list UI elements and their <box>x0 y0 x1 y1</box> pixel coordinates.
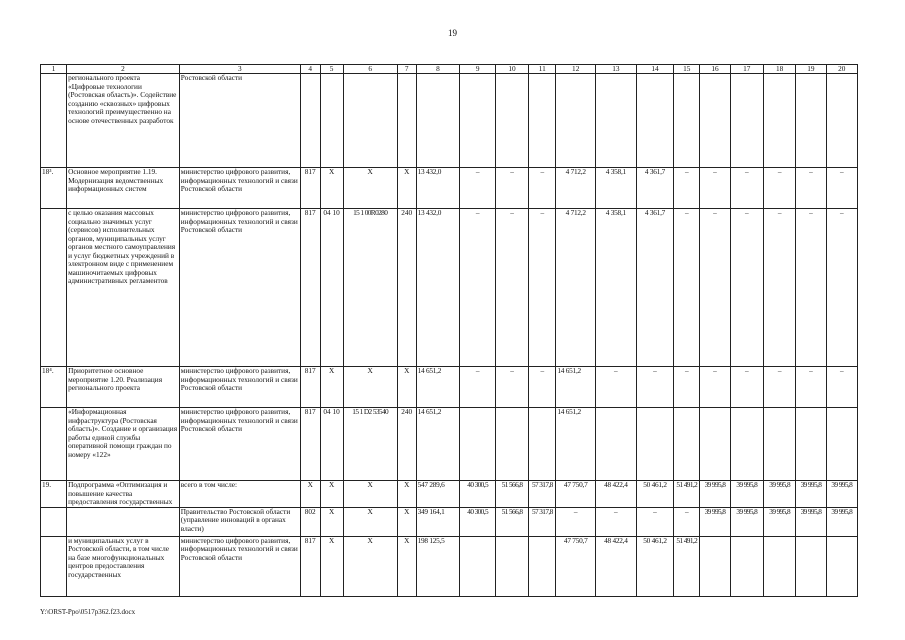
grbs-cell <box>300 74 320 168</box>
year-value-cell: – <box>556 507 596 536</box>
year-value-cell: 51 491,2 <box>674 536 700 596</box>
year-value-cell: – <box>460 168 495 209</box>
year-value-cell <box>529 536 556 596</box>
year-value-cell: 4 358,1 <box>596 209 637 367</box>
page-number: 19 <box>448 28 457 38</box>
year-value-cell <box>700 536 730 596</box>
csr-cell: Х <box>343 481 397 508</box>
total-cell: 198 125,5 <box>416 536 460 596</box>
header-cell: 19 <box>796 65 826 74</box>
activity-name-cell: регионального проекта «Цифровые технологии (Ростовская область)». Содействие созданию «сквозных» цифровых технологий преимущественно на основе отечественных разработок <box>67 74 180 168</box>
header-cell: 1 <box>41 65 67 74</box>
year-value-cell: – <box>700 367 730 408</box>
year-value-cell: – <box>674 507 700 536</box>
year-value-cell <box>700 74 730 168</box>
csr-cell: Х <box>343 536 397 596</box>
row-number-cell <box>41 74 67 168</box>
header-cell: 13 <box>596 65 637 74</box>
year-value-cell: 48 422,4 <box>596 536 637 596</box>
rzpr-cell: 04 10 <box>320 408 343 481</box>
total-cell: 547 289,6 <box>416 481 460 508</box>
row-number-cell <box>41 507 67 536</box>
year-value-cell: – <box>763 168 795 209</box>
year-value-cell <box>674 74 700 168</box>
year-value-cell <box>763 536 795 596</box>
header-cell: 16 <box>700 65 730 74</box>
year-value-cell: 51 566,8 <box>495 481 528 508</box>
grbs-cell: 802 <box>300 507 320 536</box>
csr-cell: Х <box>343 507 397 536</box>
executor-cell: министерство цифрового развития, информационных технологий и связи Ростовской области <box>179 209 300 367</box>
year-value-cell: 4 361,7 <box>636 168 674 209</box>
year-value-cell: – <box>796 168 826 209</box>
year-value-cell: 48 422,4 <box>596 481 637 508</box>
vr-cell: Х <box>397 536 416 596</box>
executor-cell: министерство цифрового развития, информационных технологий и связи Ростовской области <box>179 536 300 596</box>
rzpr-cell: Х <box>320 481 343 508</box>
table-row <box>41 536 858 596</box>
year-value-cell: – <box>495 209 528 367</box>
year-value-cell: – <box>796 209 826 367</box>
grbs-cell: 817 <box>300 536 320 596</box>
row-number-cell <box>41 209 67 367</box>
year-value-cell <box>596 408 637 481</box>
year-value-cell: 39 995,8 <box>826 481 857 508</box>
header-cell: 15 <box>674 65 700 74</box>
year-value-cell <box>796 408 826 481</box>
file-path-footer: Y:\ORST-Ppo\0517p362.f23.docx <box>40 608 136 616</box>
year-value-cell: 39 995,8 <box>730 481 763 508</box>
year-value-cell: 57 317,8 <box>529 507 556 536</box>
grbs-cell: 817 <box>300 168 320 209</box>
table-row <box>41 408 858 481</box>
grbs-cell: Х <box>300 481 320 508</box>
csr-cell: Х <box>343 168 397 209</box>
year-value-cell: – <box>796 367 826 408</box>
header-cell: 14 <box>636 65 674 74</box>
year-value-cell <box>730 536 763 596</box>
year-value-cell: – <box>826 209 857 367</box>
activity-name-cell: «Информационная инфраструктура (Ростовская область)». Создание и организация работы единой службы оперативной помощи граждан по номеру «122» <box>67 408 180 481</box>
activity-name-cell: с целью оказания массовых социально значимых услуг (сервисов) исполнительных органов, муниципальных услуг органов местного самоуправления и услуг бюджетных учреждений в электронном виде с применением машиночитаемых цифровых административных регламентов <box>67 209 180 367</box>
header-cell: 18 <box>763 65 795 74</box>
year-value-cell: 50 461,2 <box>636 481 674 508</box>
row-number-cell: 18³. <box>41 168 67 209</box>
header-cell: 3 <box>179 65 300 74</box>
table-row <box>41 168 858 209</box>
header-cell: 17 <box>730 65 763 74</box>
year-value-cell: – <box>700 209 730 367</box>
executor-cell: всего в том числе: <box>179 481 300 508</box>
year-value-cell: 39 995,8 <box>826 507 857 536</box>
year-value-cell <box>700 408 730 481</box>
year-value-cell <box>495 536 528 596</box>
year-value-cell: – <box>495 367 528 408</box>
year-value-cell <box>730 408 763 481</box>
rzpr-cell: Х <box>320 507 343 536</box>
year-value-cell: – <box>596 507 637 536</box>
csr-cell: 15 1 D2 53540 <box>343 408 397 481</box>
executor-cell: министерство цифрового развития, информационных технологий и связи Ростовской области <box>179 367 300 408</box>
year-value-cell: – <box>674 367 700 408</box>
activity-name-cell: Приоритетное основное мероприятие 1.20. Реализация регионального проекта <box>67 367 180 408</box>
year-value-cell: 47 750,7 <box>556 536 596 596</box>
executor-cell: министерство цифрового развития, информационных технологий и связи Ростовской области <box>179 168 300 209</box>
executor-cell: министерство цифрового развития, информационных технологий и связи Ростовской области <box>179 408 300 481</box>
total-cell: 14 651,2 <box>416 408 460 481</box>
year-value-cell: 39 995,8 <box>763 507 795 536</box>
header-cell: 9 <box>460 65 495 74</box>
total-cell: 14 651,2 <box>416 367 460 408</box>
year-value-cell: – <box>763 367 795 408</box>
year-value-cell: – <box>674 209 700 367</box>
year-value-cell: 39 995,8 <box>700 507 730 536</box>
rzpr-cell: Х <box>320 367 343 408</box>
year-value-cell: 14 651,2 <box>556 408 596 481</box>
header-cell: 8 <box>416 65 460 74</box>
csr-cell: 15 1 00R0280 <box>343 209 397 367</box>
header-cell: 11 <box>529 65 556 74</box>
year-value-cell: – <box>529 209 556 367</box>
vr-cell: 240 <box>397 408 416 481</box>
header-cell: 4 <box>300 65 320 74</box>
table-row <box>41 367 858 408</box>
year-value-cell: 14 651,2 <box>556 367 596 408</box>
year-value-cell <box>460 74 495 168</box>
table-row <box>41 507 858 536</box>
vr-cell: Х <box>397 481 416 508</box>
table-row <box>41 209 858 367</box>
year-value-cell: 47 750,7 <box>556 481 596 508</box>
header-cell: 12 <box>556 65 596 74</box>
total-cell: 13 432,0 <box>416 209 460 367</box>
header-cell: 6 <box>343 65 397 74</box>
grbs-cell: 817 <box>300 209 320 367</box>
csr-cell <box>343 74 397 168</box>
table-row <box>41 481 858 508</box>
csr-cell: Х <box>343 367 397 408</box>
row-number-cell <box>41 536 67 596</box>
year-value-cell: 4 358,1 <box>596 168 637 209</box>
year-value-cell: – <box>826 168 857 209</box>
year-value-cell <box>763 74 795 168</box>
year-value-cell: 51 491,2 <box>674 481 700 508</box>
activity-name-cell: Основное мероприятие 1.19. Модернизация ведомственных информационных систем <box>67 168 180 209</box>
vr-cell: 240 <box>397 209 416 367</box>
year-value-cell <box>529 74 556 168</box>
header-cell: 5 <box>320 65 343 74</box>
year-value-cell <box>826 408 857 481</box>
year-value-cell: – <box>636 507 674 536</box>
year-value-cell <box>636 408 674 481</box>
year-value-cell: – <box>636 367 674 408</box>
total-cell: 13 432,0 <box>416 168 460 209</box>
header-cell: 7 <box>397 65 416 74</box>
vr-cell: Х <box>397 367 416 408</box>
year-value-cell <box>460 408 495 481</box>
header-row <box>41 65 858 74</box>
year-value-cell: 39 995,8 <box>796 481 826 508</box>
executor-cell: Ростовской области <box>179 74 300 168</box>
year-value-cell <box>826 74 857 168</box>
year-value-cell: 39 995,8 <box>796 507 826 536</box>
year-value-cell: – <box>529 367 556 408</box>
vr-cell <box>397 74 416 168</box>
year-value-cell: – <box>529 168 556 209</box>
year-value-cell <box>596 74 637 168</box>
year-value-cell <box>763 408 795 481</box>
vr-cell: Х <box>397 507 416 536</box>
year-value-cell: – <box>460 209 495 367</box>
executor-cell: Правительство Ростовской области (управление инноваций в органах власти) <box>179 507 300 536</box>
rzpr-cell: 04 10 <box>320 209 343 367</box>
year-value-cell <box>556 74 596 168</box>
header-cell: 20 <box>826 65 857 74</box>
year-value-cell <box>826 536 857 596</box>
grbs-cell: 817 <box>300 367 320 408</box>
year-value-cell: – <box>596 367 637 408</box>
year-value-cell: 40 300,5 <box>460 481 495 508</box>
year-value-cell: 4 712,2 <box>556 209 596 367</box>
year-value-cell: – <box>730 209 763 367</box>
year-value-cell: 39 995,8 <box>763 481 795 508</box>
year-value-cell: 40 300,5 <box>460 507 495 536</box>
year-value-cell <box>730 74 763 168</box>
rzpr-cell: Х <box>320 536 343 596</box>
year-value-cell: 39 995,8 <box>730 507 763 536</box>
year-value-cell: 57 317,8 <box>529 481 556 508</box>
vr-cell: Х <box>397 168 416 209</box>
rzpr-cell: Х <box>320 168 343 209</box>
year-value-cell: – <box>730 367 763 408</box>
year-value-cell: 50 461,2 <box>636 536 674 596</box>
year-value-cell <box>796 74 826 168</box>
year-value-cell: 4 361,7 <box>636 209 674 367</box>
activity-name-cell: Подпрограмма «Оптимизация и повышение качества предоставления государственных <box>67 481 180 508</box>
year-value-cell <box>796 536 826 596</box>
total-cell <box>416 74 460 168</box>
header-cell: 10 <box>495 65 528 74</box>
year-value-cell <box>636 74 674 168</box>
year-value-cell: – <box>730 168 763 209</box>
activity-name-cell <box>67 507 180 536</box>
year-value-cell: – <box>495 168 528 209</box>
year-value-cell <box>460 536 495 596</box>
rzpr-cell <box>320 74 343 168</box>
year-value-cell: 4 712,2 <box>556 168 596 209</box>
year-value-cell: – <box>826 367 857 408</box>
year-value-cell <box>674 408 700 481</box>
row-number-cell: 18⁴. <box>41 367 67 408</box>
budget-table <box>40 64 858 597</box>
year-value-cell: – <box>674 168 700 209</box>
year-value-cell <box>495 74 528 168</box>
header-cell: 2 <box>67 65 180 74</box>
activity-name-cell: и муниципальных услуг в Ростовской области, в том числе на базе многофункциональных центров предоставления государственных <box>67 536 180 596</box>
row-number-cell <box>41 408 67 481</box>
year-value-cell <box>495 408 528 481</box>
table-row <box>41 74 858 168</box>
total-cell: 349 164,1 <box>416 507 460 536</box>
year-value-cell: – <box>460 367 495 408</box>
year-value-cell: 51 566,8 <box>495 507 528 536</box>
year-value-cell <box>529 408 556 481</box>
year-value-cell: – <box>763 209 795 367</box>
year-value-cell: – <box>700 168 730 209</box>
year-value-cell: 39 995,8 <box>700 481 730 508</box>
row-number-cell: 19. <box>41 481 67 508</box>
grbs-cell: 817 <box>300 408 320 481</box>
